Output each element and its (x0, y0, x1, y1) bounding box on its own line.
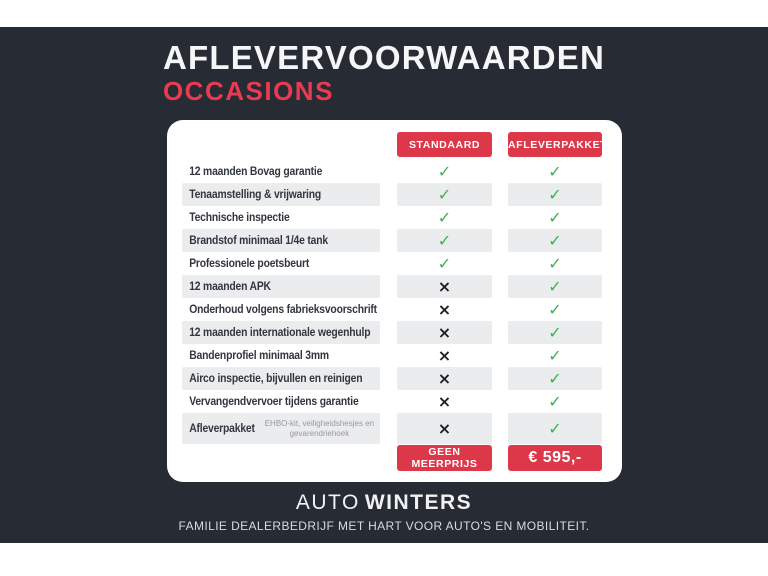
row-label: Afleverpakket (189, 422, 255, 435)
header-spacer (182, 132, 380, 157)
row-label: Brandstof minimaal 1/4e tank (189, 234, 328, 247)
standaard-mark-icon: ✓ (397, 229, 492, 252)
afleverpakket-mark-icon: ✓ (548, 345, 562, 365)
standaard-mark-icon: ✓ (437, 253, 452, 273)
afleverpakket-mark-icon: ✓ (508, 275, 602, 298)
table-row (182, 344, 602, 367)
standaard-mark-icon: × (397, 413, 492, 444)
table-row (182, 390, 602, 413)
table-header-row (182, 132, 608, 157)
brand-tagline: FAMILIE DEALERBEDRIJF MET HART VOOR AUTO'S EN MOBILITEIT. (178, 519, 590, 533)
price-row (182, 445, 602, 471)
afleverpakket-mark-icon: ✓ (508, 183, 602, 206)
column-header-afleverpakket[interactable]: AFLEVERPAKKET (508, 132, 602, 157)
afleverpakket-mark-icon: ✓ (548, 207, 562, 227)
afleverpakket-mark-icon: ✓ (548, 253, 562, 273)
table-row (182, 160, 602, 183)
table-row (182, 183, 602, 206)
afleverpakket-mark-icon: ✓ (548, 391, 562, 411)
afleverpakket-mark-icon: ✓ (548, 299, 562, 319)
brand-footer (0, 491, 768, 533)
standaard-mark-icon: × (397, 275, 492, 298)
afleverpakket-mark-icon: ✓ (548, 161, 562, 181)
price-spacer (182, 445, 380, 471)
table-row (182, 367, 602, 390)
row-label: 12 maanden Bovag garantie (189, 165, 323, 178)
row-label: Airco inspectie, bijvullen en reinigen (189, 372, 363, 385)
page-title: AFLEVERVOORWAARDEN (162, 39, 606, 76)
table-row (182, 206, 602, 229)
table-row (182, 298, 602, 321)
row-label: 12 maanden internationale wegenhulp (189, 326, 371, 339)
brand-first-word: AUTO (295, 491, 360, 514)
page-subtitle: OCCASIONS (162, 75, 334, 106)
row-label: Onderhoud volgens fabrieksvoorschrift (189, 303, 377, 316)
dark-background (0, 27, 768, 543)
brand-second-word: WINTERS (364, 491, 473, 514)
brand-name (0, 491, 768, 515)
table-row (182, 321, 602, 344)
afleverpakket-mark-icon: ✓ (508, 367, 602, 390)
table-row (182, 229, 602, 252)
table-row (182, 275, 602, 298)
row-label: 12 maanden APK (189, 280, 271, 293)
standaard-mark-icon: × (397, 367, 492, 390)
row-label: Professionele poetsbeurt (189, 257, 310, 270)
standaard-mark-icon: ✓ (437, 161, 452, 181)
table-row (182, 252, 602, 275)
afleverpakket-mark-icon: ✓ (508, 413, 602, 444)
table-row (182, 413, 602, 444)
comparison-card (167, 120, 622, 482)
row-label: Bandenprofiel minimaal 3mm (189, 349, 329, 362)
standaard-mark-icon: × (437, 345, 452, 365)
row-label: Technische inspectie (189, 211, 290, 224)
row-label: Tenaamstelling & vrijwaring (189, 188, 322, 201)
standaard-price-button[interactable]: GEEN MEERPRIJS (397, 445, 492, 471)
standaard-mark-icon: ✓ (437, 207, 452, 227)
row-note: EHBO-kit, veiligheidshesjes en gevarendriehoek (264, 418, 375, 438)
column-header-standaard[interactable]: STANDAARD (397, 132, 492, 157)
afleverpakket-price-button[interactable]: € 595,- (508, 445, 602, 471)
standaard-mark-icon: ✓ (397, 183, 492, 206)
standaard-mark-icon: × (437, 391, 452, 411)
title-block (0, 41, 768, 105)
afleverpakket-mark-icon: ✓ (508, 321, 602, 344)
standaard-mark-icon: × (437, 299, 452, 319)
standaard-mark-icon: × (397, 321, 492, 344)
afleverpakket-mark-icon: ✓ (508, 229, 602, 252)
row-label: Vervangendvervoer tijdens garantie (189, 395, 359, 408)
